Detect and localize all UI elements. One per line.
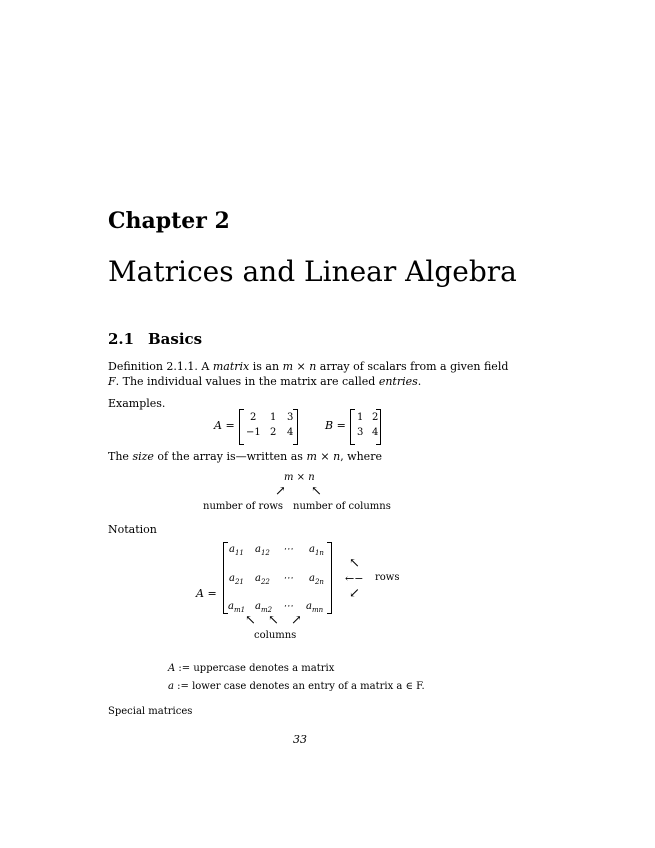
notation-cell: $a_{2n}$	[309, 573, 324, 586]
arrow-up-left-icon: ↖	[311, 484, 322, 499]
matrix-b-cell: 4	[372, 427, 379, 438]
notation-right-bracket	[327, 542, 332, 614]
matrix-b-cell: 2	[372, 412, 379, 423]
rows-label: rows	[375, 572, 400, 583]
matrix-a-right-bracket	[293, 409, 298, 445]
rows-count-label: number of rows	[203, 501, 284, 512]
definition-math-field: F	[108, 375, 116, 388]
notation-cell: $a_{22}$	[255, 573, 270, 586]
matrix-a-cell: 4	[287, 427, 294, 438]
notation-cell: $a_{mn}$	[306, 601, 324, 614]
definition-text: . The individual values in the matrix are called	[115, 375, 376, 388]
definition-term-matrix: matrix	[212, 360, 250, 373]
section-heading	[108, 330, 202, 348]
matrix-a-cell: 2	[250, 412, 257, 423]
convention-uppercase	[168, 663, 334, 674]
arrow-up-left-icon: ↖	[245, 613, 256, 628]
examples-label: Examples.	[108, 397, 166, 410]
convention-symbol: a	[168, 681, 174, 692]
special-matrices-label: Special matrices	[108, 706, 193, 717]
definition-head: Definition 2.1.1.	[108, 360, 198, 373]
columns-count-label: number of columns	[293, 501, 391, 512]
matrix-a-left-bracket	[239, 409, 244, 445]
notation-cell: ⋯	[283, 573, 293, 584]
matrix-a-cell: 2	[270, 427, 277, 438]
arrow-up-left-icon: ↖	[268, 613, 279, 628]
notation-cell: $a_{m1}$	[228, 601, 246, 614]
notation-cell: $a_{m2}$	[255, 601, 273, 614]
notation-cell: $a_{1n}$	[309, 544, 324, 557]
matrix-a-cell: −1	[246, 427, 261, 438]
definition-text: .	[417, 375, 422, 388]
matrix-a-label	[214, 419, 235, 432]
definition-line-1	[108, 359, 508, 374]
notation-lhs: A =	[196, 587, 217, 600]
chapter-title: Matrices and Linear Algebra	[108, 255, 517, 288]
notation-cell: ⋯	[283, 544, 293, 555]
notation-cell: $a_{12}$	[255, 544, 270, 557]
matrix-a-name: A =	[214, 419, 235, 432]
size-diagram-math: m × n	[284, 472, 315, 483]
definition-term-entries: entries	[378, 375, 418, 388]
matrix-a-cell: 3	[287, 412, 294, 423]
size-line	[108, 449, 382, 464]
size-math: m × n	[306, 450, 341, 463]
columns-label: columns	[254, 630, 297, 641]
size-text: The	[108, 450, 129, 463]
arrow-up-right-icon: ↗	[291, 613, 302, 628]
matrix-b-cell: 3	[357, 427, 364, 438]
matrix-a-cell: 1	[270, 412, 277, 423]
size-text: of the array is—written as	[157, 450, 303, 463]
notation-cell: $a_{11}$	[229, 544, 244, 557]
page-number: 33	[293, 733, 307, 746]
matrix-b-cell: 1	[357, 412, 364, 423]
convention-text: := lower case denotes an entry of a matrix a ∈ F.	[177, 681, 425, 692]
size-text: , where	[340, 450, 382, 463]
notation-label: Notation	[108, 523, 157, 536]
matrix-b-label	[325, 419, 346, 432]
arrow-left-dashed-icon: ←−	[345, 572, 364, 585]
arrow-down-left-icon: ↙	[349, 586, 360, 601]
matrix-b-name: B =	[325, 419, 346, 432]
convention-symbol: A	[168, 663, 176, 674]
definition-math: m × n	[282, 360, 317, 373]
definition-text: A	[201, 360, 210, 373]
convention-text: := uppercase denotes a matrix	[178, 663, 335, 674]
arrow-up-left-icon: ↖	[349, 556, 360, 571]
notation-cell: $a_{21}$	[229, 573, 244, 586]
definition-line-2	[108, 374, 421, 389]
chapter-label: Chapter 2	[108, 208, 230, 234]
definition-text: array of scalars from a given field	[319, 360, 509, 373]
matrix-b-left-bracket	[350, 409, 355, 445]
convention-lowercase	[168, 681, 425, 692]
arrow-up-right-icon: ↗	[275, 484, 286, 499]
size-term: size	[132, 450, 154, 463]
section-title: Basics	[148, 330, 203, 348]
notation-cell: ⋯	[283, 601, 293, 612]
section-number: 2.1	[108, 330, 135, 348]
definition-text: is an	[252, 360, 280, 373]
